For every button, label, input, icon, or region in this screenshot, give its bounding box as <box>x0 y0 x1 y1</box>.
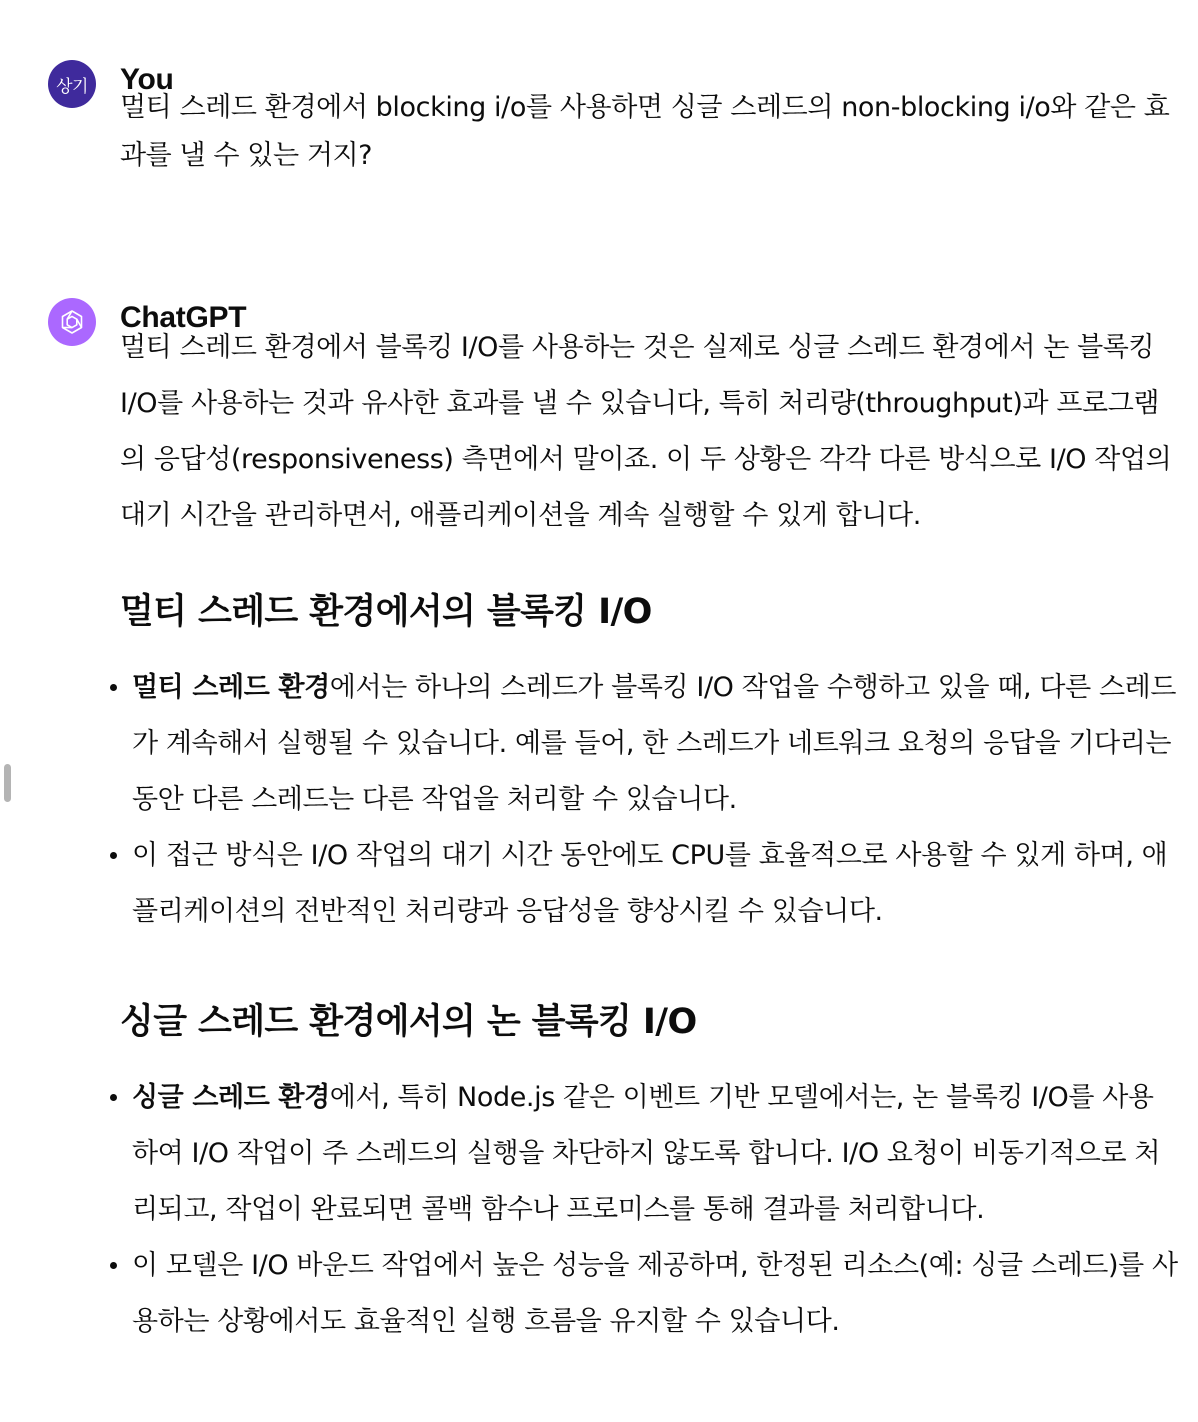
section-heading-singlethread: 싱글 스레드 환경에서의 논 블록킹 I/O <box>120 1002 697 1042</box>
scrollbar-handle[interactable] <box>4 764 11 802</box>
list-item <box>132 660 1178 828</box>
assistant-message-body <box>120 320 1178 1350</box>
list-item-bold: 멀티 스레드 환경 <box>132 672 330 703</box>
assistant-intro-paragraph: 멀티 스레드 환경에서 블록킹 I/O를 사용하는 것은 실제로 싱글 스레드 환경에서 논 블록킹 I/O를 사용하는 것과 유사한 효과를 낼 수 있습니다, 특히 처리량(throughput)과 프로그램의 응답성(responsiveness) 측면에서 말이죠. 이 두 상황은 각각 다른 방식으로 I/O 작업의 대기 시간을 관리하면서, 애플리케이션을 계속 실행할 수 있게 합니다. <box>120 332 1172 531</box>
user-author-name: You <box>120 63 174 96</box>
list-item-text: 이 접근 방식은 I/O 작업의 대기 시간 동안에도 CPU를 효율적으로 사용할 수 있게 하며, 애플리케이션의 전반적인 처리량과 응답성을 향상시킬 수 있습니다. <box>132 840 1168 927</box>
bullet-list-multithread <box>120 660 1178 940</box>
section-heading-multithread: 멀티 스레드 환경에서의 블록킹 I/O <box>120 592 652 632</box>
assistant-avatar <box>48 298 96 346</box>
list-item <box>132 828 1178 940</box>
user-message-text: 멀티 스레드 환경에서 blocking i/o를 사용하면 싱글 스레드의 non-blocking i/o와 같은 효과를 낼 수 있는 거지? <box>120 92 1170 171</box>
assistant-author-name: ChatGPT <box>120 301 247 334</box>
bullet-list-singlethread <box>120 1070 1178 1350</box>
user-avatar: 상기 <box>48 60 96 108</box>
openai-logo-icon <box>56 306 88 338</box>
list-item-text: 이 모델은 I/O 바운드 작업에서 높은 성능을 제공하며, 한정된 리소스(예: 싱글 스레드)를 사용하는 상황에서도 효율적인 실행 흐름을 유지할 수 있습니다. <box>132 1250 1178 1337</box>
list-item-bold: 싱글 스레드 환경 <box>132 1082 330 1113</box>
list-item-text: 에서, 특히 Node.js 같은 이벤트 기반 모델에서는, 논 블록킹 I/O를 사용하여 I/O 작업이 주 스레드의 실행을 차단하지 않도록 합니다. I/O 요청이 비동기적으로 처리되고, 작업이 완료되면 콜백 함수나 프로미스를 통해 결과를 처리합니다. <box>132 1082 1161 1225</box>
list-item <box>132 1238 1178 1350</box>
list-item <box>132 1070 1178 1238</box>
list-item-text: 에서는 하나의 스레드가 블록킹 I/O 작업을 수행하고 있을 때, 다른 스레드가 계속해서 실행될 수 있습니다. 예를 들어, 한 스레드가 네트워크 요청의 응답을 기다리는 동안 다른 스레드는 다른 작업을 처리할 수 있습니다. <box>132 672 1176 815</box>
